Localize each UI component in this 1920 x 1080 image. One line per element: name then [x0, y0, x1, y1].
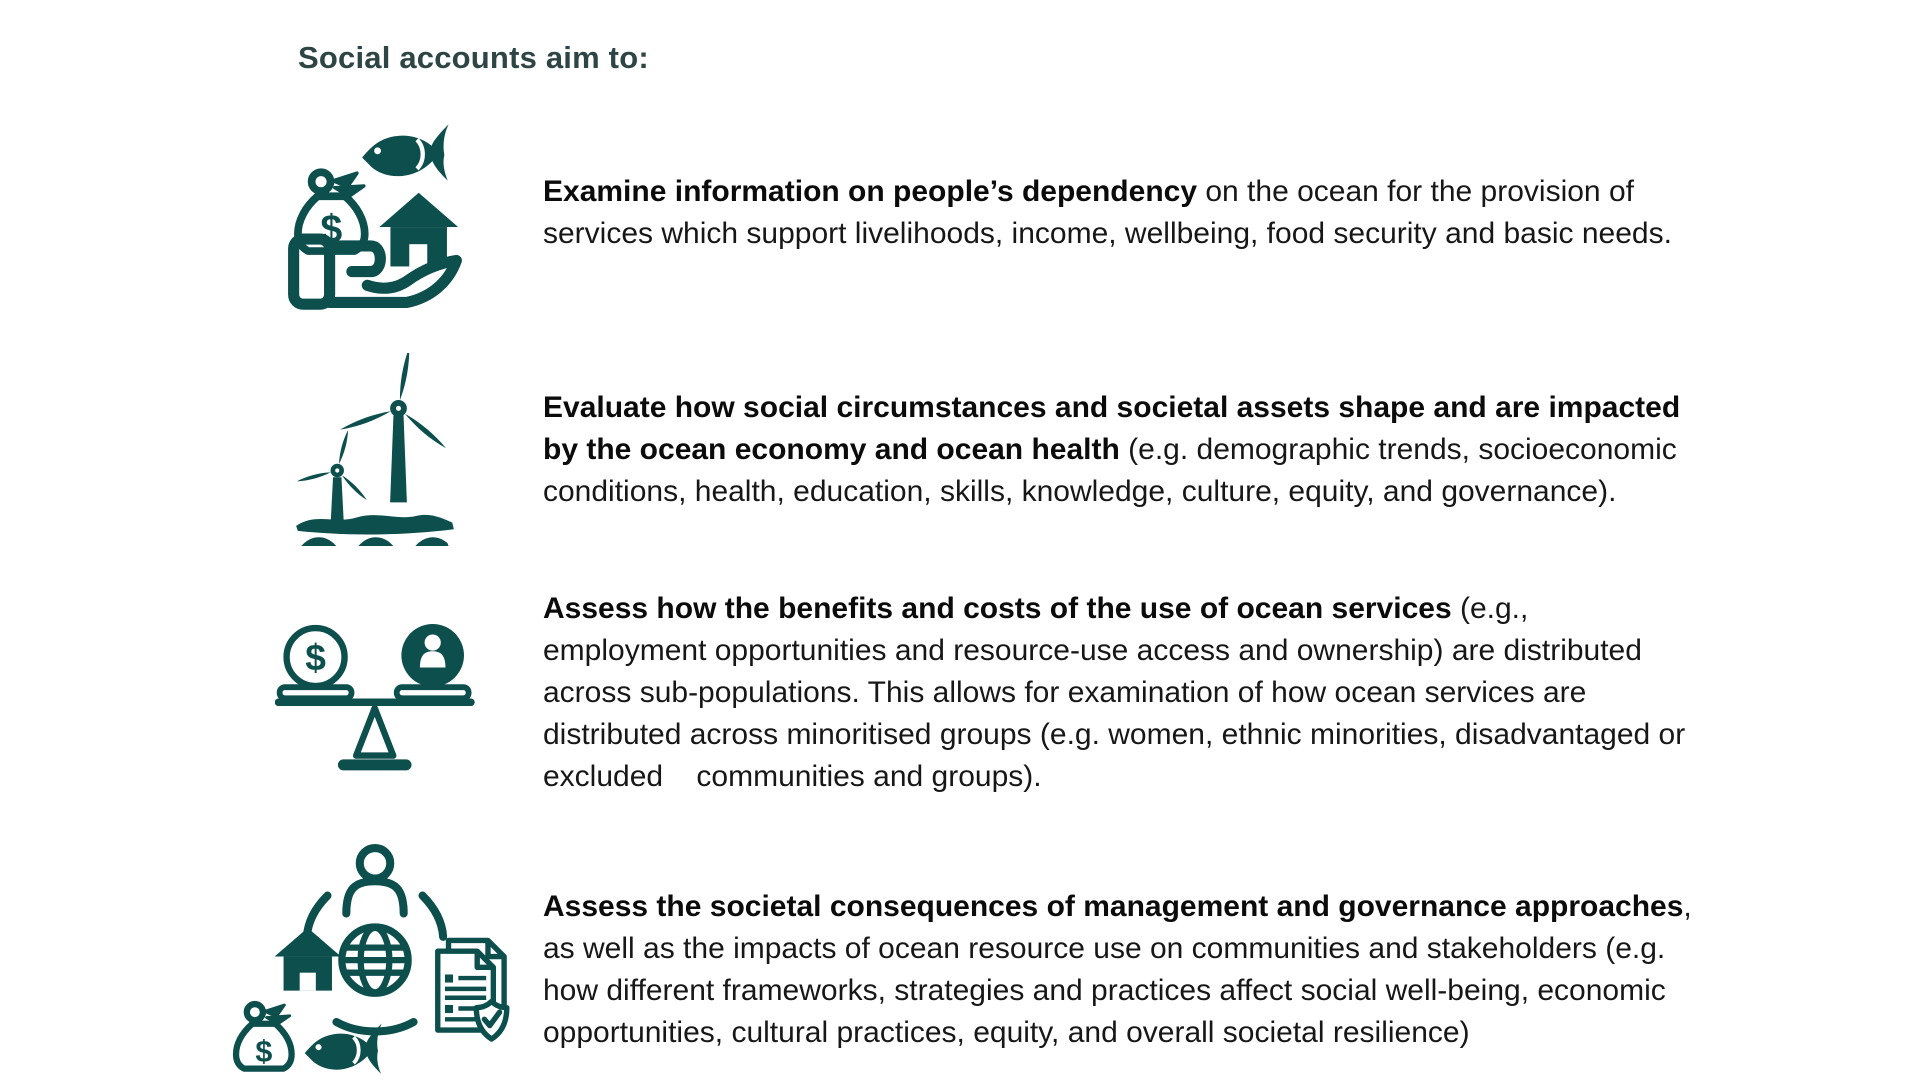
aim-item-benefits-costs — [222, 588, 1860, 798]
person-icon — [401, 624, 464, 687]
policy-document-shield-icon — [437, 940, 506, 1039]
money-bag-icon — [236, 1004, 292, 1069]
aim-text — [543, 886, 1701, 1054]
offshore-wind-turbines-icon — [222, 353, 527, 546]
house-icon — [379, 193, 458, 267]
person-icon — [346, 848, 403, 913]
aim-text-regular: (e.g., employment opportunities and resource-use access and ownership) are distributed across sub-populations. This allows for examination of how ocean services are distributed across minoritised groups (e.g. women, ethnic minorities, disadvantaged or excluded communities and groups). — [543, 592, 1694, 793]
aim-item-dependency — [222, 114, 1860, 311]
fish-icon — [362, 124, 449, 181]
svg-text:$: $ — [254, 1034, 272, 1069]
wind-turbine-icon — [296, 429, 368, 525]
aim-item-social-circumstances — [222, 353, 1860, 546]
aim-text-bold: Assess the societal consequences of management and governance approaches — [543, 890, 1684, 923]
ground-icon — [296, 515, 454, 535]
seesaw-icon — [278, 687, 470, 765]
aim-item-governance — [222, 840, 1860, 1080]
globe-icon — [341, 927, 407, 993]
aim-text-bold: Assess how the benefits and costs of the use of ocean services — [543, 592, 1452, 625]
svg-text:$: $ — [304, 635, 326, 678]
aim-text-bold: Examine information on people’s dependency — [543, 174, 1198, 208]
aim-text — [543, 588, 1693, 798]
balance-scale-icon — [222, 606, 527, 780]
aim-text-regular: on the ocean for the provision of services which support livelihoods, income, wellbeing, food security and basic needs. — [543, 174, 1672, 250]
aims-list — [222, 114, 1860, 1080]
aim-text-bold: Evaluate how social circumstances and societal assets shape and are impacted by the ocean economy and ocean health — [543, 390, 1689, 466]
wind-turbine-icon — [339, 353, 447, 502]
dollar-coin-icon — [286, 628, 344, 686]
aim-text — [543, 171, 1693, 255]
house-icon — [274, 928, 340, 991]
hand-offering-livelihood-icon — [222, 114, 527, 311]
community-governance-cycle-icon — [222, 840, 527, 1080]
aim-text-regular: , as well as the impacts of ocean resource use on communities and stakeholders (e.g. how different frameworks, strategies and practices affect social well-being, economic opportunities, cultural practices, equity, and overall societal resilience) — [543, 890, 1701, 1049]
svg-text:$: $ — [319, 207, 342, 252]
aim-text — [543, 387, 1693, 513]
wave-icon — [304, 542, 443, 546]
page-title: Social accounts aim to: — [298, 40, 649, 75]
aim-text-regular: (e.g. demographic trends, socioeconomic conditions, health, education, skills, knowledge, culture, equity, and governance). — [543, 432, 1686, 508]
